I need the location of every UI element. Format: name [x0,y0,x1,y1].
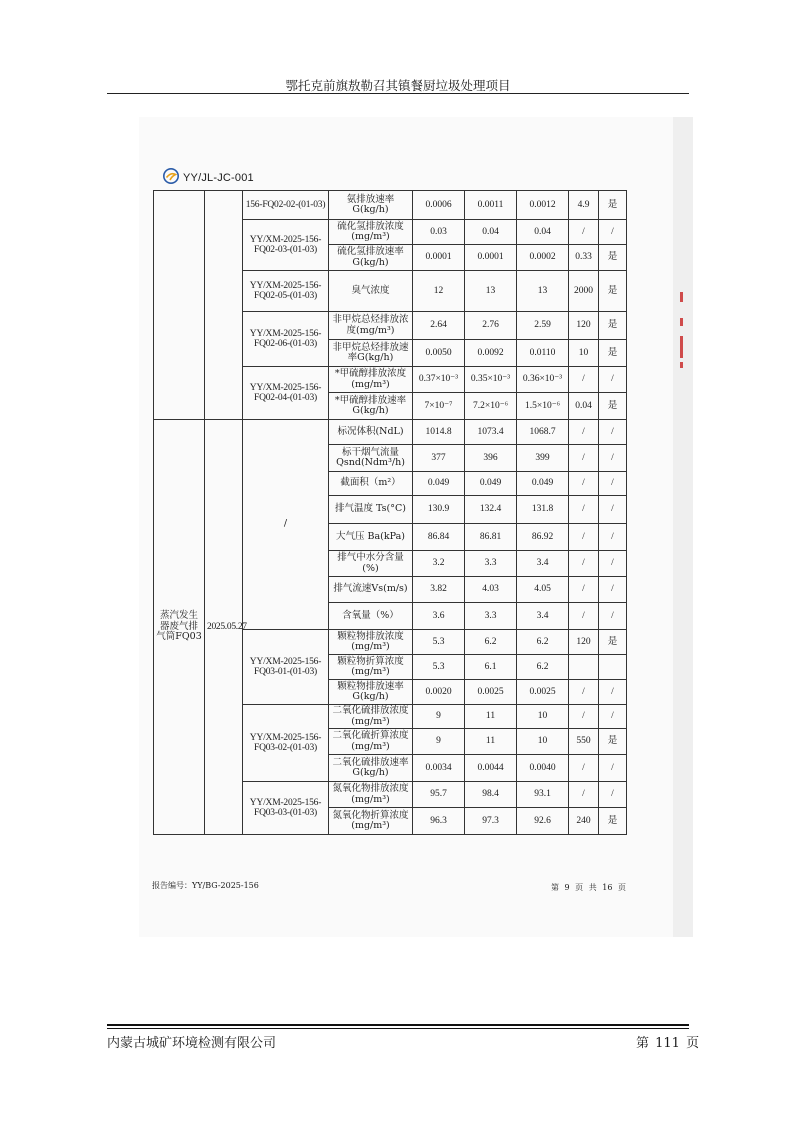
result-cell-2: 132.4 [465,496,517,524]
limit-cell: / [569,603,599,630]
result-cell-1: 9 [413,729,465,755]
result-cell-1: 0.0034 [413,755,465,782]
limit-cell: / [569,496,599,524]
result-cell-2: 0.0025 [465,680,517,705]
compliance-cell [599,655,627,680]
result-cell-1: 130.9 [413,496,465,524]
test-item-cell: 臭气浓度 [329,271,413,312]
result-cell-3: 0.049 [517,472,569,496]
result-cell-3: 6.2 [517,655,569,680]
footer-company-name: 内蒙古城矿环境检测有限公司 [107,1036,277,1051]
result-cell-2: 0.0044 [465,755,517,782]
limit-cell: 120 [569,630,599,655]
compliance-cell: 是 [599,245,627,271]
result-cell-1: 2.64 [413,312,465,340]
compliance-cell: / [599,220,627,245]
result-cell-3: 0.0012 [517,191,569,220]
result-cell-1: 5.3 [413,630,465,655]
page-header-title: 鄂托克前旗敖勒召其镇餐厨垃圾处理项目 [285,78,511,93]
result-cell-3: 6.2 [517,630,569,655]
result-cell-1: 0.049 [413,472,465,496]
result-cell-2: 3.3 [465,603,517,630]
test-item-cell: 排气中水分含量(%) [329,551,413,577]
sample-code-cell: / [243,420,329,630]
result-cell-2: 6.1 [465,655,517,680]
compliance-cell: / [599,420,627,445]
compliance-cell: 是 [599,808,627,835]
test-item-cell: *甲硫醇排放浓度(mg/m³) [329,367,413,393]
report-number: 报告编号：YY/BG-2025-156 [152,881,259,890]
table-row [154,191,627,220]
result-cell-2: 0.0001 [465,245,517,271]
result-cell-1: 95.7 [413,782,465,808]
compliance-cell: / [599,472,627,496]
result-cell-2: 98.4 [465,782,517,808]
test-item-cell: 氮氧化物排放浓度(mg/m³) [329,782,413,808]
result-cell-1: 1014.8 [413,420,465,445]
limit-cell: / [569,220,599,245]
limit-cell: / [569,755,599,782]
result-cell-1: 0.0006 [413,191,465,220]
result-cell-2: 0.04 [465,220,517,245]
result-cell-2: 6.2 [465,630,517,655]
result-cell-1: 0.0020 [413,680,465,705]
result-cell-2: 0.049 [465,472,517,496]
test-item-cell: 非甲烷总烃排放速率G(kg/h) [329,340,413,367]
header-rule [107,93,689,94]
report-page-count: 第 9 页 共 16 页 [551,883,626,892]
result-cell-3: 1.5×10⁻⁶ [517,393,569,420]
sample-code-cell: YY/XM-2025-156-FQ03-03-(01-03) [243,782,329,835]
compliance-cell: 是 [599,271,627,312]
compliance-cell: 是 [599,729,627,755]
limit-cell: 550 [569,729,599,755]
compliance-cell: / [599,782,627,808]
limit-cell: 240 [569,808,599,835]
limit-cell: / [569,472,599,496]
test-item-cell: 排气流速Vs(m/s) [329,577,413,603]
company-logo-icon [163,168,179,184]
result-cell-3: 10 [517,729,569,755]
result-cell-2: 1073.4 [465,420,517,445]
test-item-cell: 含氧量（%） [329,603,413,630]
compliance-cell: / [599,445,627,472]
result-cell-3: 10 [517,705,569,729]
result-cell-1: 3.2 [413,551,465,577]
compliance-cell: / [599,367,627,393]
compliance-cell: 是 [599,393,627,420]
limit-cell: 120 [569,312,599,340]
limit-cell: 4.9 [569,191,599,220]
result-cell-1: 3.6 [413,603,465,630]
compliance-cell: / [599,755,627,782]
result-cell-3: 0.0110 [517,340,569,367]
limit-cell: / [569,524,599,551]
monitoring-results-table [153,190,627,835]
limit-cell [569,655,599,680]
result-cell-1: 5.3 [413,655,465,680]
limit-cell: / [569,680,599,705]
result-cell-2: 4.03 [465,577,517,603]
result-cell-3: 92.6 [517,808,569,835]
sample-code-cell: YY/XM-2025-156-FQ02-06-(01-03) [243,312,329,367]
source-cell-fq03: 蒸汽发生器废气排气筒FQ03 [154,420,205,835]
result-cell-3: 131.8 [517,496,569,524]
sample-code-cell: YY/XM-2025-156-FQ02-04-(01-03) [243,367,329,420]
result-cell-2: 97.3 [465,808,517,835]
compliance-cell: / [599,577,627,603]
test-item-cell: 截面积（m²） [329,472,413,496]
source-cell-fq02 [154,191,205,420]
compliance-cell: 是 [599,340,627,367]
sample-code-cell: YY/XM-2025-156-FQ02-03-(01-03) [243,220,329,271]
result-cell-2: 3.3 [465,551,517,577]
result-cell-1: 3.82 [413,577,465,603]
test-item-cell: 硫化氢排放浓度(mg/m³) [329,220,413,245]
result-cell-1: 377 [413,445,465,472]
result-cell-1: 0.37×10⁻³ [413,367,465,393]
compliance-cell: / [599,603,627,630]
limit-cell: / [569,705,599,729]
test-item-cell: 颗粒物排放浓度(mg/m³) [329,630,413,655]
test-item-cell: 二氧化硫折算浓度(mg/m³) [329,729,413,755]
result-cell-2: 396 [465,445,517,472]
compliance-cell: / [599,524,627,551]
result-cell-3: 93.1 [517,782,569,808]
test-item-cell: 排气温度 Ts(°C) [329,496,413,524]
result-cell-3: 86.92 [517,524,569,551]
date-cell-fq02 [205,191,243,420]
limit-cell: 0.04 [569,393,599,420]
date-cell-fq03: 2025.05.27 [205,420,243,835]
scan-red-mark [680,362,683,368]
result-cell-3: 3.4 [517,551,569,577]
result-cell-2: 2.76 [465,312,517,340]
sample-code-cell: YY/XM-2025-156-FQ02-05-(01-03) [243,271,329,312]
test-item-cell: 颗粒物折算浓度(mg/m³) [329,655,413,680]
form-code: YY/JL-JC-001 [183,172,254,184]
result-cell-1: 0.0050 [413,340,465,367]
result-cell-3: 399 [517,445,569,472]
compliance-cell: / [599,705,627,729]
limit-cell: / [569,551,599,577]
result-cell-2: 0.35×10⁻³ [465,367,517,393]
result-cell-1: 9 [413,705,465,729]
compliance-cell: 是 [599,630,627,655]
footer-rule-thin [107,1028,689,1029]
compliance-cell: / [599,680,627,705]
scan-edge-shadow [673,117,693,937]
result-cell-2: 86.81 [465,524,517,551]
limit-cell: / [569,420,599,445]
result-cell-3: 0.0040 [517,755,569,782]
test-item-cell: 二氧化硫排放速率G(kg/h) [329,755,413,782]
result-cell-2: 13 [465,271,517,312]
result-cell-3: 3.4 [517,603,569,630]
result-cell-2: 0.0092 [465,340,517,367]
compliance-cell: / [599,551,627,577]
test-item-cell: 标干烟气流量Qsnd(Ndm³/h) [329,445,413,472]
test-item-cell: 标况体积(NdL) [329,420,413,445]
result-cell-3: 0.04 [517,220,569,245]
result-cell-2: 11 [465,729,517,755]
sample-code-cell: 156-FQ02-02-(01-03) [243,191,329,220]
result-cell-3: 0.0002 [517,245,569,271]
limit-cell: 10 [569,340,599,367]
compliance-cell: / [599,496,627,524]
result-cell-2: 0.0011 [465,191,517,220]
test-item-cell: 二氧化硫排放浓度(mg/m³) [329,705,413,729]
sample-code-cell: YY/XM-2025-156-FQ03-02-(01-03) [243,705,329,782]
compliance-cell: 是 [599,191,627,220]
result-cell-3: 0.0025 [517,680,569,705]
footer-rule-thick [107,1024,689,1026]
result-cell-3: 2.59 [517,312,569,340]
scan-red-mark [680,336,683,358]
scan-red-mark [680,292,683,302]
test-item-cell: 氨排放速率G(kg/h) [329,191,413,220]
result-cell-1: 7×10⁻⁷ [413,393,465,420]
limit-cell: / [569,782,599,808]
result-cell-3: 4.05 [517,577,569,603]
test-item-cell: 大气压 Ba(kPa) [329,524,413,551]
result-cell-2: 7.2×10⁻⁶ [465,393,517,420]
limit-cell: / [569,577,599,603]
table-row [154,420,627,445]
result-cell-1: 0.03 [413,220,465,245]
test-item-cell: *甲硫醇排放速率G(kg/h) [329,393,413,420]
result-cell-1: 12 [413,271,465,312]
test-item-cell: 非甲烷总烃排放浓度(mg/m³) [329,312,413,340]
test-item-cell: 颗粒物排放速率G(kg/h) [329,680,413,705]
test-item-cell: 氮氧化物折算浓度(mg/m³) [329,808,413,835]
limit-cell: / [569,367,599,393]
result-cell-3: 0.36×10⁻³ [517,367,569,393]
result-cell-1: 96.3 [413,808,465,835]
footer-page-number: 第 111 页 [636,1036,700,1051]
scan-red-mark [680,318,683,326]
sample-code-cell: YY/XM-2025-156-FQ03-01-(01-03) [243,630,329,705]
test-item-cell: 硫化氢排放速率G(kg/h) [329,245,413,271]
result-cell-1: 86.84 [413,524,465,551]
result-cell-2: 11 [465,705,517,729]
result-cell-3: 1068.7 [517,420,569,445]
limit-cell: / [569,445,599,472]
result-cell-1: 0.0001 [413,245,465,271]
compliance-cell: 是 [599,312,627,340]
limit-cell: 0.33 [569,245,599,271]
result-cell-3: 13 [517,271,569,312]
limit-cell: 2000 [569,271,599,312]
